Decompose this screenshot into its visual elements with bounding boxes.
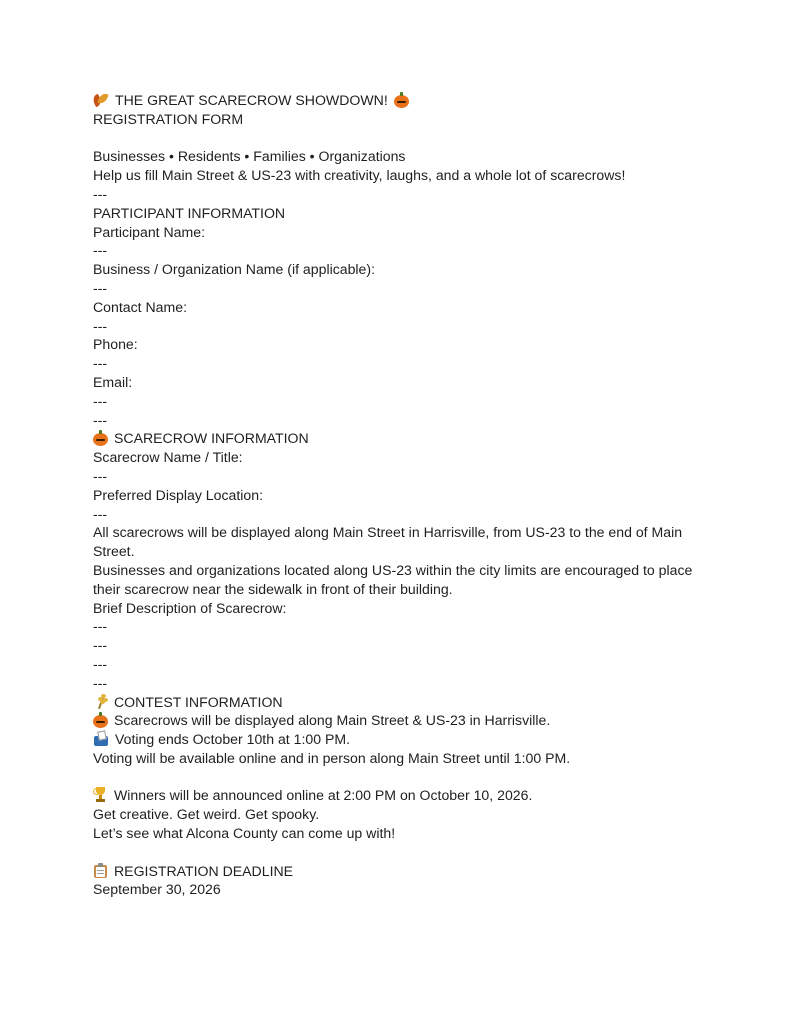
scarecrow-name-field[interactable]: --- [93, 467, 108, 484]
phone-label: Phone: [93, 336, 138, 353]
contest-heading-text: CONTEST INFORMATION [114, 693, 283, 710]
separator: --- [93, 185, 108, 202]
display-location-label: Preferred Display Location: [93, 486, 263, 503]
description-field-line[interactable]: --- [93, 655, 108, 672]
voting-info: Voting will be available online and in person along Main Street until 1:00 PM. [93, 749, 571, 766]
voting-ends-text: Voting ends October 10th at 1:00 PM. [115, 731, 351, 748]
deadline-heading-text: REGISTRATION DEADLINE [114, 862, 294, 879]
description-field-line[interactable]: --- [93, 674, 108, 691]
description-field-line[interactable]: --- [93, 618, 108, 635]
form-title [93, 91, 713, 110]
description-field-line[interactable]: --- [93, 637, 108, 654]
spacer [93, 768, 713, 787]
separator: --- [93, 411, 108, 428]
business-name-field[interactable]: --- [93, 279, 108, 296]
display-location-field[interactable]: --- [93, 505, 108, 522]
location-note: All scarecrows will be displayed along Main Street in Harrisville, from US-23 to the end of Main Street. [93, 524, 683, 560]
slogan: Get creative. Get weird. Get spooky. [93, 806, 320, 823]
pumpkin-icon [93, 715, 108, 728]
closing-line: Let’s see what Alcona County can come up with! [93, 825, 396, 842]
contact-name-label: Contact Name: [93, 298, 187, 315]
winners-info [93, 786, 713, 805]
ballot-box-icon [93, 731, 109, 746]
participant-name-label: Participant Name: [93, 223, 206, 240]
trophy-icon [93, 787, 108, 802]
spacer [93, 129, 713, 148]
contact-name-field[interactable]: --- [93, 317, 108, 334]
pumpkin-icon [394, 95, 409, 108]
fallen-leaves-icon [93, 92, 109, 107]
scarecrow-name-label: Scarecrow Name / Title: [93, 449, 243, 466]
email-label: Email: [93, 373, 133, 390]
wheat-icon [93, 694, 108, 709]
phone-field[interactable]: --- [93, 355, 108, 372]
participant-name-field[interactable]: --- [93, 242, 108, 259]
display-info [93, 711, 713, 730]
us23-note: Businesses and organizations located along US-23 within the city limits are encouraged to place their scarecrow near the sidewalk in front of their building. [93, 561, 693, 597]
spacer [93, 843, 713, 862]
form-content [93, 91, 713, 899]
email-field[interactable]: --- [93, 392, 108, 409]
pumpkin-icon [93, 433, 108, 446]
voting-ends [93, 730, 713, 749]
contest-heading [93, 693, 713, 712]
clipboard-icon [93, 863, 108, 878]
scarecrow-heading-text: SCARECROW INFORMATION [114, 430, 309, 447]
display-info-text: Scarecrows will be displayed along Main Street & US-23 in Harrisville. [114, 712, 551, 729]
deadline-heading [93, 862, 713, 881]
deadline-date: September 30, 2026 [93, 881, 221, 898]
winners-info-text: Winners will be announced online at 2:00 PM on October 10, 2026. [114, 787, 533, 804]
description-label: Brief Description of Scarecrow: [93, 599, 287, 616]
form-subtitle: REGISTRATION FORM [93, 110, 244, 127]
form-title-text: THE GREAT SCARECROW SHOWDOWN! [115, 92, 388, 108]
scarecrow-heading [93, 429, 713, 448]
audience-line: Businesses • Residents • Families • Organizations [93, 148, 406, 165]
business-name-label: Business / Organization Name (if applicable): [93, 261, 376, 278]
participant-heading: PARTICIPANT INFORMATION [93, 204, 286, 221]
tagline: Help us fill Main Street & US-23 with creativity, laughs, and a whole lot of scarecrows! [93, 167, 626, 184]
